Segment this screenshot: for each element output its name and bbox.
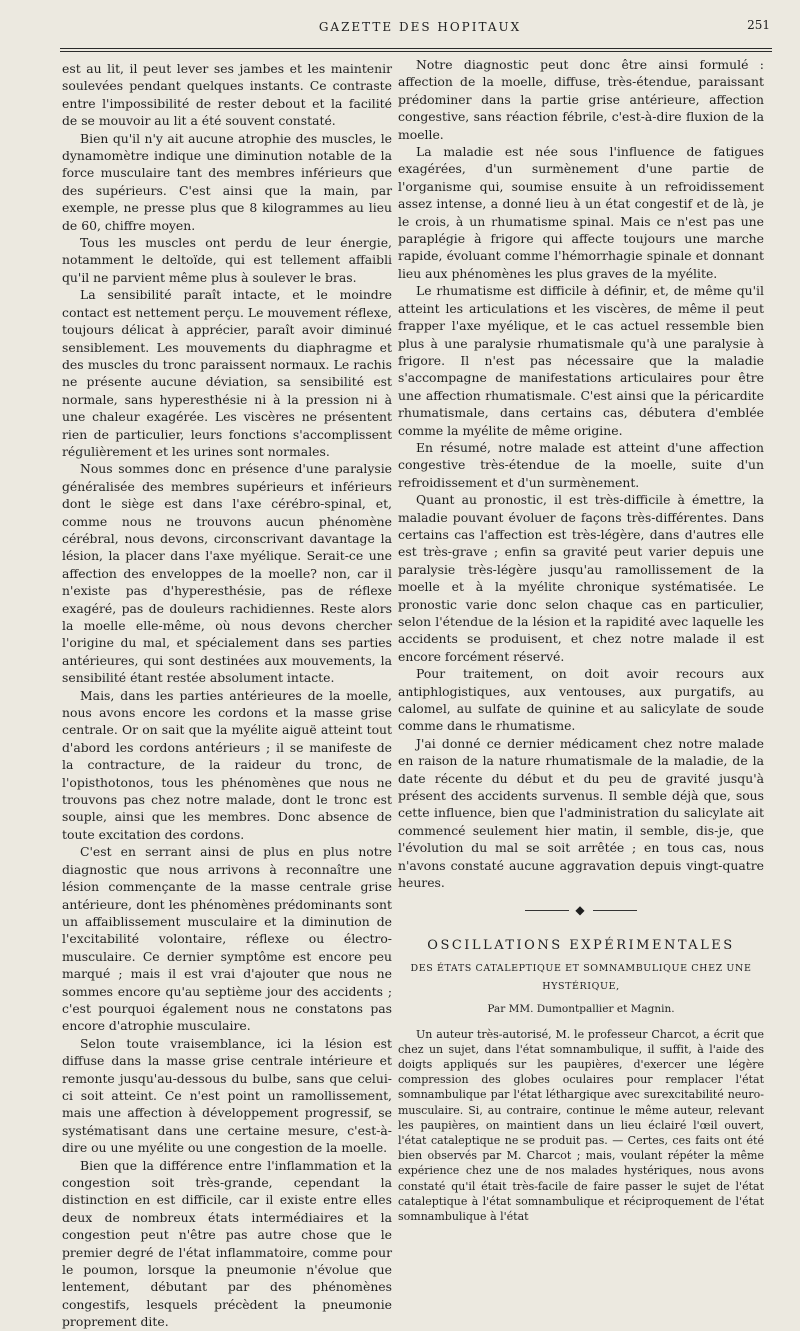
paragraph: Mais, dans les parties antérieures de la moelle, nous avons encore les cordons et la masse grise centrale. Or on sait que la myélite aiguë atteint tout d'abord les cordons antérieurs ; il se manifeste de la contracture, de la raideur du tronc, de l'opisthotonos, tous les phénomènes que nous ne trouvons pas chez notre malade, dont le tronc est souple, ainsi que les membres. Donc absence de toute excitation des cordons.	[62, 687, 392, 842]
paragraph: Pour traitement, on doit avoir recours aux antiphlogistiques, aux ventouses, aux purgatifs, au calomel, au sulfate de quinine et au salicylate de soude comme dans le rhumatisme.	[398, 666, 764, 734]
section-body	[398, 1027, 764, 1225]
section-title: OSCILLATIONS EXPÉRIMENTALES	[427, 937, 735, 953]
paragraph: La maladie est née sous l'influence de fatigues exagérées, d'un surmènement d'une partie de l'organisme qui, soumise ensuite à un refroidissement assez intense, a donné lieu à un état congestif et de là, je le crois, à un rhumatisme spinal. Mais ce n'est pas une paraplégie à frigore qui affecte toujours une marche rapide, évoluant comme l'hémorrhagie spinale et donnant lieu aux phénomènes les plus graves de la myélite.	[398, 144, 764, 281]
section-subtitle: DES ÉTATS CATALEPTIQUE ET SOMNAMBULIQUE CHEZ UNE HYSTÉRIQUE,	[410, 963, 752, 992]
section-divider	[516, 902, 646, 919]
paragraph: En résumé, notre malade est atteint d'une affection congestive très-étendue de la moelle, suite d'un refroidissement et d'un surmènement.	[398, 439, 764, 490]
paragraph: La sensibilité paraît intacte, et le moindre contact est nettement perçu. Le mouvement réflexe, toujours délicat à apprécier, paraît avoir diminué sensiblement. Les mouvements du diaphragme et des muscles du tronc paraissent normaux. Le rachis ne présente aucune déviation, sa sensibilité est normale, sans hyperesthésie ni à la pression ni à une chaleur exagérée. Les viscères ne présentent rien de particulier, leurs fonctions s'accomplissent régulièrement et les urines sont normales.	[62, 287, 392, 459]
paragraph: Le rhumatisme est difficile à définir, et, de même qu'il atteint les articulations et les viscères, de même il peut frapper l'axe myélique, et le cas actuel ressemble bien plus à une paralysie rhumatismale qu'à une paralysie à frigore. Il n'est pas nécessaire que la maladie s'accompagne de manifestations articulaires pour être une affection rhumatismale. C'est ainsi que la péricardite rhumatismale, dans certains cas, débutera d'emblée comme la myélite de même origine.	[398, 283, 764, 438]
section-authors: Par MM. Dumontpallier et Magnin.	[487, 1003, 675, 1016]
page-header	[60, 14, 780, 40]
divider-ornament-icon: ◆	[575, 902, 587, 917]
divider-line	[593, 910, 637, 911]
header-rule	[60, 48, 772, 49]
paragraph: C'est en serrant ainsi de plus en plus notre diagnostic que nous arrivons à reconnaître une lésion commençante de la masse centrale grise antérieure, dont les phénomènes prédominants sont un affaiblissement musculaire et la diminution de l'excitabilité volontaire, réflexe ou électro-musculaire. Ce dernier symptôme est encore peu marqué ; mais il est vrai d'ajouter que nous ne sommes encore qu'au septième jour des accidents ; c'est pourquoi également nous ne constatons pas encore d'atrophie musculaire.	[62, 844, 392, 1034]
paragraph: Selon toute vraisemblance, ici la lésion est diffuse dans la masse grise centrale intérieure et remonte jusqu'au-dessous du bulbe, sans que celui-ci soit atteint. Ce n'est point un ramollissement, mais une affection à développement progressif, se systématisant dans une certaine mesure, c'est-à-dire ou une myélite ou une congestion de la moelle.	[62, 1035, 392, 1156]
right-column	[398, 56, 764, 1224]
left-column	[62, 60, 392, 1331]
header-rule-double	[60, 51, 772, 52]
paragraph: Bien qu'il n'y ait aucune atrophie des muscles, le dynamomètre indique une diminution notable de la force musculaire tant des membres inférieurs que des supérieurs. C'est ainsi que la main, par exemple, ne presse plus que 8 kilogrammes au lieu de 60, chiffre moyen.	[62, 130, 392, 233]
page-number: 251	[747, 18, 770, 32]
paragraph: Bien que la différence entre l'inflammation et la congestion soit très-grande, cependant la distinction en est difficile, car il existe entre elles deux de nombreux états intermédiaires et la congestion peut n'être pas autre chose que le premier degré de l'état inflammatoire, comme pour le poumon, lorsque la pneumonie n'évolue que lentement, débutant par des phénomènes congestifs, lesquels précèdent la pneumonie proprement dite.	[62, 1157, 392, 1330]
paragraph: Quant au pronostic, il est très-difficile à émettre, la maladie pouvant évoluer de façons très-différentes. Dans certains cas l'affection est très-légère, dans d'autres elle est très-grave ; enfin sa gravité peut varier depuis une paralysie très-légère jusqu'au ramollissement de la moelle et à la myélite chronique systématisée. Le pronostic varie donc selon chaque cas en particulier, selon l'étendue de la lésion et la rapidité avec laquelle les accidents se produisent, et chez notre malade il est encore forcément réservé.	[398, 492, 764, 664]
paragraph: Tous les muscles ont perdu de leur énergie, notamment le deltoïde, qui est tellement affaibli qu'il ne parvient même plus à soulever le bras.	[62, 235, 392, 285]
paragraph: J'ai donné ce dernier médicament chez notre malade en raison de la nature rhumatismale de la maladie, de la date récente du début et du peu de gravité jusqu'à présent des accidents survenus. Il semble déjà que, sous cette influence, bien que l'administration du salicylate ait commencé seulement hier matin, il semble, dis-je, que l'évolution du mal se soit arrêtée ; en tous cas, nous n'avons constaté aucune aggravation depuis vingt-quatre heures.	[398, 735, 764, 891]
paragraph: Un auteur très-autorisé, M. le professeur Charcot, a écrit que chez un sujet, dans l'état somnambulique, il suffit, à l'aide des doigts appliqués sur les paupières, d'exercer une légère compression des globes oculaires pour remplacer l'état somnambulique par l'état léthargique avec surexcitabilité neuro-musculaire. Si, au contraire, continue le même auteur, relevant les paupières, on maintient dans un lieu éclairé l'œil ouvert, l'état cataleptique ne se produit pas. — Certes, ces faits ont été bien observés par M. Charcot ; mais, voulant répéter la même expérience chez une de nos malades hystériques, nous avons constaté qu'il était très-facile de faire passer le sujet de l'état cataleptique à l'état somnambulique et réciproquement de l'état somnambulique à l'état	[398, 1027, 764, 1223]
running-title: GAZETTE DES HOPITAUX	[318, 20, 522, 34]
paragraph: est au lit, il peut lever ses jambes et les maintenir soulevées pendant quelques instants. Ce contraste entre l'impossibilité de rester debout et la facilité de se mouvoir au lit a été souvent constaté.	[62, 61, 392, 129]
paragraph: Notre diagnostic peut donc être ainsi formulé : affection de la moelle, diffuse, très-étendue, paraissant prédominer dans la partie grise antérieure, affection congestive, sans réaction fébrile, c'est-à-dire fluxion de la moelle.	[398, 57, 764, 142]
paragraph: Nous sommes donc en présence d'une paralysie généralisée des membres supérieurs et inférieurs dont le siège est dans l'axe cérébro-spinal, et, comme nous ne trouvons aucun phénomène cérébral, nous devons, circonscrivant davantage la lésion, la placer dans l'axe myélique. Serait-ce une affection des enveloppes de la moelle? non, car il n'existe pas d'hyperesthésie, pas de réflexe exagéré, pas de douleurs rachidiennes. Reste alors la moelle elle-même, où nous devons chercher l'origine du mal, et spécialement dans ses parties antérieures, qui sont destinées aux mouvements, la sensibilité étant restée absolument intacte.	[62, 461, 392, 686]
divider-line	[525, 910, 569, 911]
